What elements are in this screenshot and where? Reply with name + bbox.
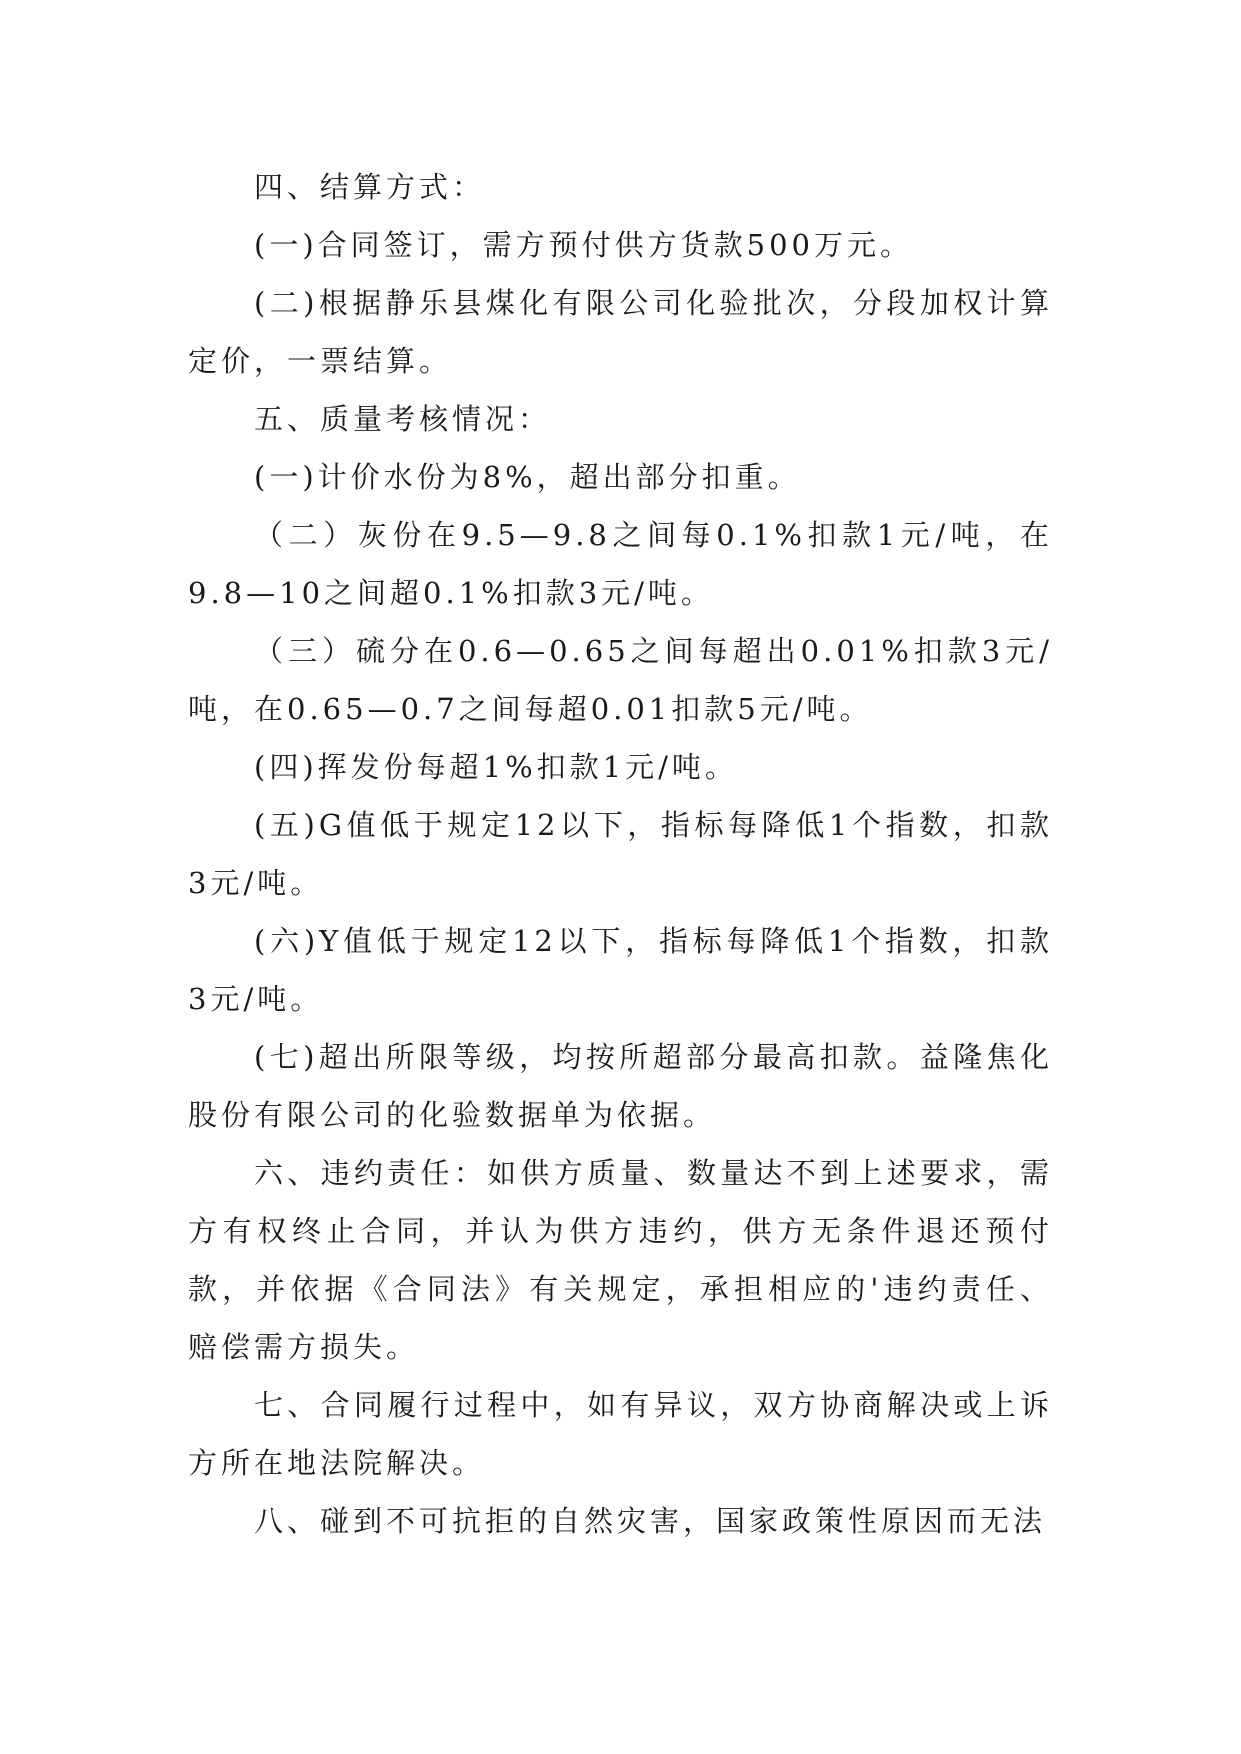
quality-item-2: （二）灰份在9.5—9.8之间每0.1%扣款1元/吨，在9.8—10之间超0.1%扣款3元/吨。 — [188, 518, 1053, 610]
section-heading-quality: 五、质量考核情况： — [254, 402, 552, 436]
quality-item-5: (五)G值低于规定12以下，指标每降低1个指数，扣款3元/吨。 — [188, 808, 1053, 900]
quality-item-7: (七)超出所限等级，均按所超部分最高扣款。益隆焦化股份有限公司的化验数据单为依据。 — [188, 1040, 1053, 1132]
quality-item-1: (一)计价水份为8%，超出部分扣重。 — [254, 460, 801, 494]
quality-item-6: (六)Y值低于规定12以下，指标每降低1个指数，扣款3元/吨。 — [188, 924, 1053, 1016]
section-breach-liability: 六、违约责任：如供方质量、数量达不到上述要求，需方有权终止合同，并认为供方违约，供方无条件退还预付款，并依据《合同法》有关规定，承担相应的'违约责任、赔偿需方损失。 — [188, 1156, 1053, 1364]
quality-item-3: （三）硫分在0.6—0.65之间每超出0.01%扣款3元/吨，在0.65—0.7之间每超0.01扣款5元/吨。 — [188, 634, 1053, 726]
section-dispute-resolution: 七、合同履行过程中，如有异议，双方协商解决或上诉方所在地法院解决。 — [188, 1388, 1053, 1480]
document-body — [188, 158, 1053, 1550]
settlement-item-2: (二)根据静乐县煤化有限公司化验批次，分段加权计算定价，一票结算。 — [188, 286, 1053, 378]
section-force-majeure: 八、碰到不可抗拒的自然灾害，国家政策性原因而无法 — [254, 1504, 1047, 1538]
settlement-item-1: (一)合同签订，需方预付供方货款500万元。 — [254, 228, 913, 262]
section-heading-settlement: 四、结算方式： — [254, 170, 486, 204]
quality-item-4: (四)挥发份每超1%扣款1元/吨。 — [254, 750, 738, 784]
